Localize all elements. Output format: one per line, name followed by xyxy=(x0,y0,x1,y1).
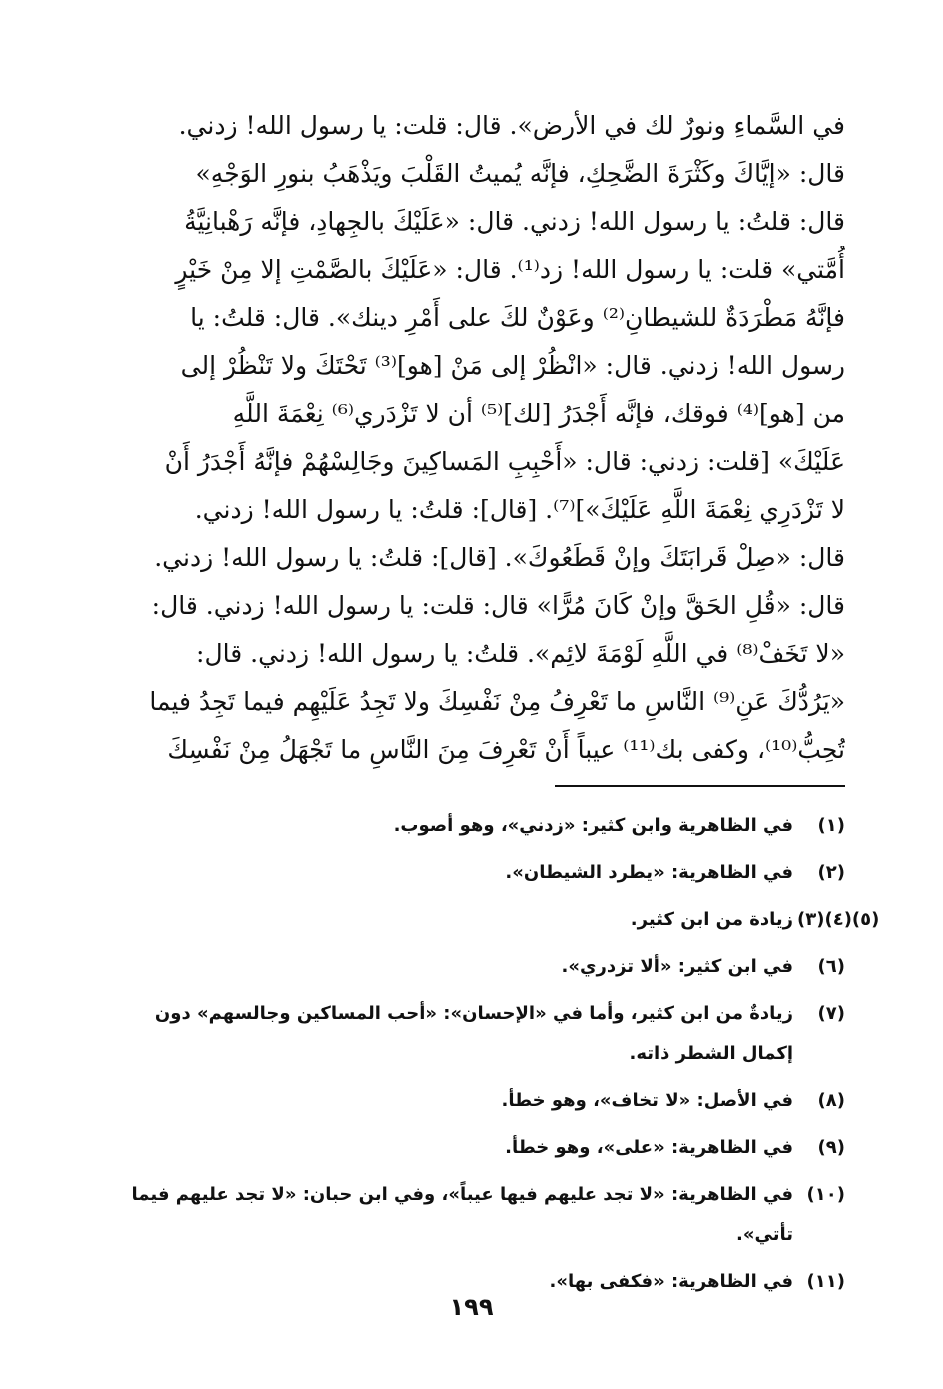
text-line: في السَّماءِ ونورٌ لك في الأرض». قال: قلت: يا رسول الله! زدني. xyxy=(178,111,845,140)
footnote-marker: (١٠) xyxy=(806,1184,845,1205)
footnote-text: في الظاهرية وابن كثير: «زدني»، وهو أصوب. xyxy=(393,815,793,836)
footnote-text: زيادةٌ من ابن كثير، وأما في «الإحسان»: «أحب المساكين وجالسهم» دون إكمال الشطر ذاته. xyxy=(154,1003,793,1064)
footnote-marker: (٣)(٤)(٥) xyxy=(797,909,880,930)
text-line: قال: «قُلِ الحَقَّ وإنْ كَانَ مُرًّا» قال: قلت: يا رسول الله! زدني. قال: xyxy=(151,591,845,620)
footnote-text: زيادة من ابن كثير. xyxy=(630,909,793,930)
footnote-marker: (٦) xyxy=(817,956,845,977)
footnote-1 xyxy=(98,806,845,846)
text-line: «لا تَخَفْ⁽⁸⁾ في اللَّهِ لَوْمَةَ لائِم». قلتُ: يا رسول الله! زدني. قال: xyxy=(196,639,845,668)
footnote-6 xyxy=(98,947,845,987)
footnote-marker: (٩) xyxy=(817,1137,845,1158)
footnote-text: في الأصل: «لا تخاف»، وهو خطأ. xyxy=(501,1090,793,1111)
text-line: لا تَزْدَرِي نِعْمَةَ اللَّهِ عَلَيْكَ»]⁽⁷⁾. [قال]: قلتُ: يا رسول الله! زدني. xyxy=(194,495,845,524)
text-line: فإنَّهُ مَطْرَدَةٌ للشيطانِ⁽²⁾ وعَوْنٌ لكَ على أَمْرِ دينك». قال: قلتُ: يا xyxy=(190,303,845,332)
footnote-marker: (١١) xyxy=(806,1271,845,1292)
text-line: أُمَّتي» قلت: يا رسول الله! زد⁽¹⁾. قال: «عَلَيْكَ بالصَّمْتِ إلا مِنْ خَيْرٍ xyxy=(175,255,845,284)
footnote-9 xyxy=(98,1128,845,1168)
page-number: ١٩٩ xyxy=(449,1293,494,1321)
footnote-10 xyxy=(98,1175,845,1255)
footnote-text: في الظاهرية: «لا تجد عليهم فيها عيباً»، وفي ابن حبان: «لا تجد عليهم فيما تأتي». xyxy=(131,1184,793,1245)
text-line: قال: «صِلْ قَرابَتَكَ وإنْ قَطَعُوكَ». [قال]: قلتُ: يا رسول الله! زدني. xyxy=(154,543,845,572)
text-line: قال: «إيَّاكَ وكَثْرَةَ الضَّحِكِ، فإنَّه يُميتُ القَلْبَ ويَذْهَبُ بنورِ الوَجْهِ» xyxy=(195,159,845,188)
footnote-text: في الظاهرية: «فكفى بها». xyxy=(549,1271,793,1292)
text-line: تُحِبُّ⁽¹⁰⁾، وكفى بك⁽¹¹⁾ عيباً أَنْ تَعْرِفَ مِنَ النَّاسِ ما تَجْهَلُ مِنْ نَفْسِكَ xyxy=(167,735,845,764)
text-line: من [هو]⁽⁴⁾ فوقك، فإنَّه أَجْدَرُ [لك]⁽⁵⁾ أن لا تَزْدَري⁽⁶⁾ نِعْمَةَ اللَّهِ xyxy=(232,399,845,428)
text-line: عَلَيْكَ» [قلت: زدني: قال: «أَحْبِبِ المَساكِينَ وجَالِسْهُمْ فإنَّهُ أَجْدَرُ أَنْ xyxy=(164,447,845,476)
text-line: قال: قلتُ: يا رسول الله! زدني. قال: «عَلَيْكَ بالجِهادِ، فإنَّه رَهْبانِيَّةُ xyxy=(184,207,845,236)
footnote-marker: (٨) xyxy=(817,1090,845,1111)
footnote-7 xyxy=(98,994,845,1074)
footnote-8 xyxy=(98,1081,845,1121)
footnote-marker: (٢) xyxy=(817,862,845,883)
footnote-2 xyxy=(98,853,845,893)
footnote-text: في الظاهرية: «يطرد الشيطان». xyxy=(505,862,793,883)
footnote-text: في الظاهرية: «على»، وهو خطأ. xyxy=(505,1137,793,1158)
footnotes-section xyxy=(98,806,880,1309)
footnote-marker: (٧) xyxy=(817,1003,845,1024)
footnote-3-4-5 xyxy=(98,900,880,940)
text-line: «يَرُدُّكَ عَنِ⁽⁹⁾ النَّاسِ ما تَعْرِفُ مِنْ نَفْسِكَ ولا تَجِدُ عَلَيْهِم فيما تَجِدُ فيما xyxy=(149,687,845,716)
main-body-text xyxy=(98,102,845,774)
footnote-marker: (١) xyxy=(817,815,845,836)
footnote-divider xyxy=(555,785,845,787)
text-line: رسول الله! زدني. قال: «انْظُرْ إلى مَنْ [هو]⁽³⁾ تَحْتَكَ ولا تَنْظُرْ إلى xyxy=(180,351,845,380)
footnote-text: في ابن كثير: «ألا تزدري». xyxy=(561,956,793,977)
